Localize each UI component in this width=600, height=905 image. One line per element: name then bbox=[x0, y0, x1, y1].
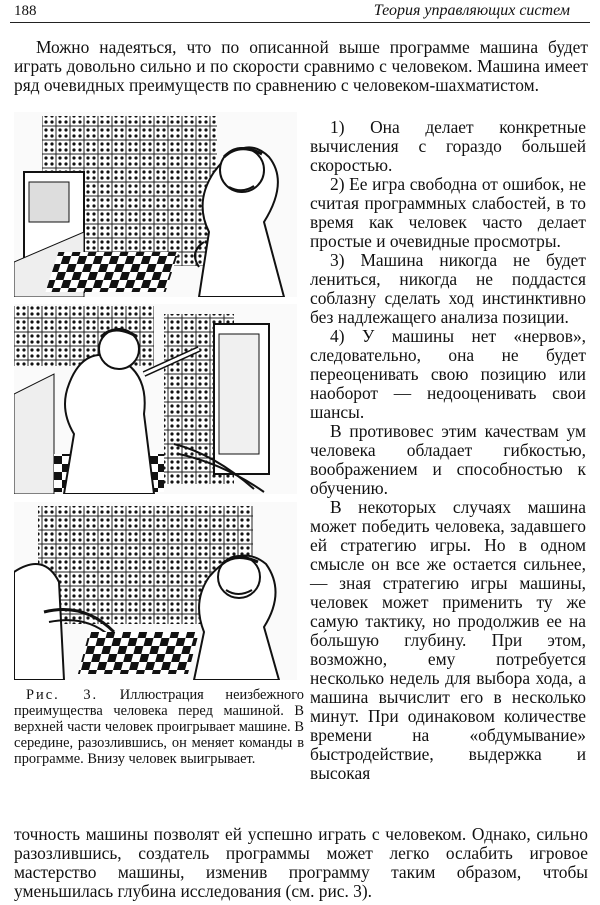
strategy-paragraph: В некоторых случаях машина может победить человека, задавшего ей стратегию игры. Но в одном смысле он все же остается сильнее,— зная стратегию игры машины, человек может применить ту же самую тактику, но продолжив ее на бо́льшую глубину. При этом, возможно, ему потребуется несколько недель для выбора хода, а машина вычислит его в несколько минут. При одинаковом количестве времени на «обдумывание» быстродействие, выдержка и высокая bbox=[310, 497, 586, 783]
illustration-man-reprogramming bbox=[14, 304, 297, 494]
human-qualities-paragraph: В противовес этим качествам ум человека обладает гибкостью, воображением и способностью к обучению. bbox=[310, 421, 586, 498]
illustration-man-winning bbox=[14, 502, 297, 680]
point-4: 4) У машины нет «нервов», следовательно, она не будет переоценивать свою позицию или наоборот — недооценивать свои шансы. bbox=[310, 326, 586, 422]
bottom-paragraph: точность машины позволят ей успешно играть с человеком. Однако, сильно разозлившись, создатель программы может легко ослабить игровое мастерство машины, изменив программу таким образом, чтобы уменьшилась глубина исследования (см. рис. 3). bbox=[14, 824, 588, 901]
figure-3-top-illustration bbox=[14, 112, 297, 297]
running-header bbox=[10, 0, 590, 23]
caption-label: Рис. 3. bbox=[26, 687, 99, 703]
caption-text: Иллюстрация неизбежного преимущества человека перед машиной. В верхней части человек проигрывает машине. В середине, разозлившись, он меняет команды в программе. Внизу человек выигрывает. bbox=[14, 687, 304, 767]
right-column-text bbox=[310, 118, 586, 783]
point-1: 1) Она делает конкретные вычисления с гораздо большей скоростью. bbox=[310, 117, 586, 175]
illustration-man-losing bbox=[14, 112, 297, 297]
running-title: Теория управляющих систем bbox=[373, 2, 570, 19]
point-2: 2) Ее игра свободна от ошибок, не считая программных слабостей, в то время как человек часто делает простые и очевидные просмотры. bbox=[310, 174, 586, 251]
point-3: 3) Машина никогда не будет лениться, никогда не поддастся соблазну сделать ход инстинктивно без надлежащего анализа позиции. bbox=[310, 250, 586, 327]
figure-3-caption bbox=[14, 687, 304, 767]
intro-paragraph: Можно надеяться, что по описанной выше программе машина будет играть довольно сильно и по скорости сравнимо с человеком. Машина имеет ряд очевидных преимуществ по сравнению с человеком-шахматистом. bbox=[14, 37, 588, 95]
figure-3-middle-illustration bbox=[14, 304, 297, 494]
figure-3-bottom-illustration bbox=[14, 502, 297, 680]
page-number: 188 bbox=[14, 3, 37, 19]
bottom-text bbox=[14, 825, 588, 901]
